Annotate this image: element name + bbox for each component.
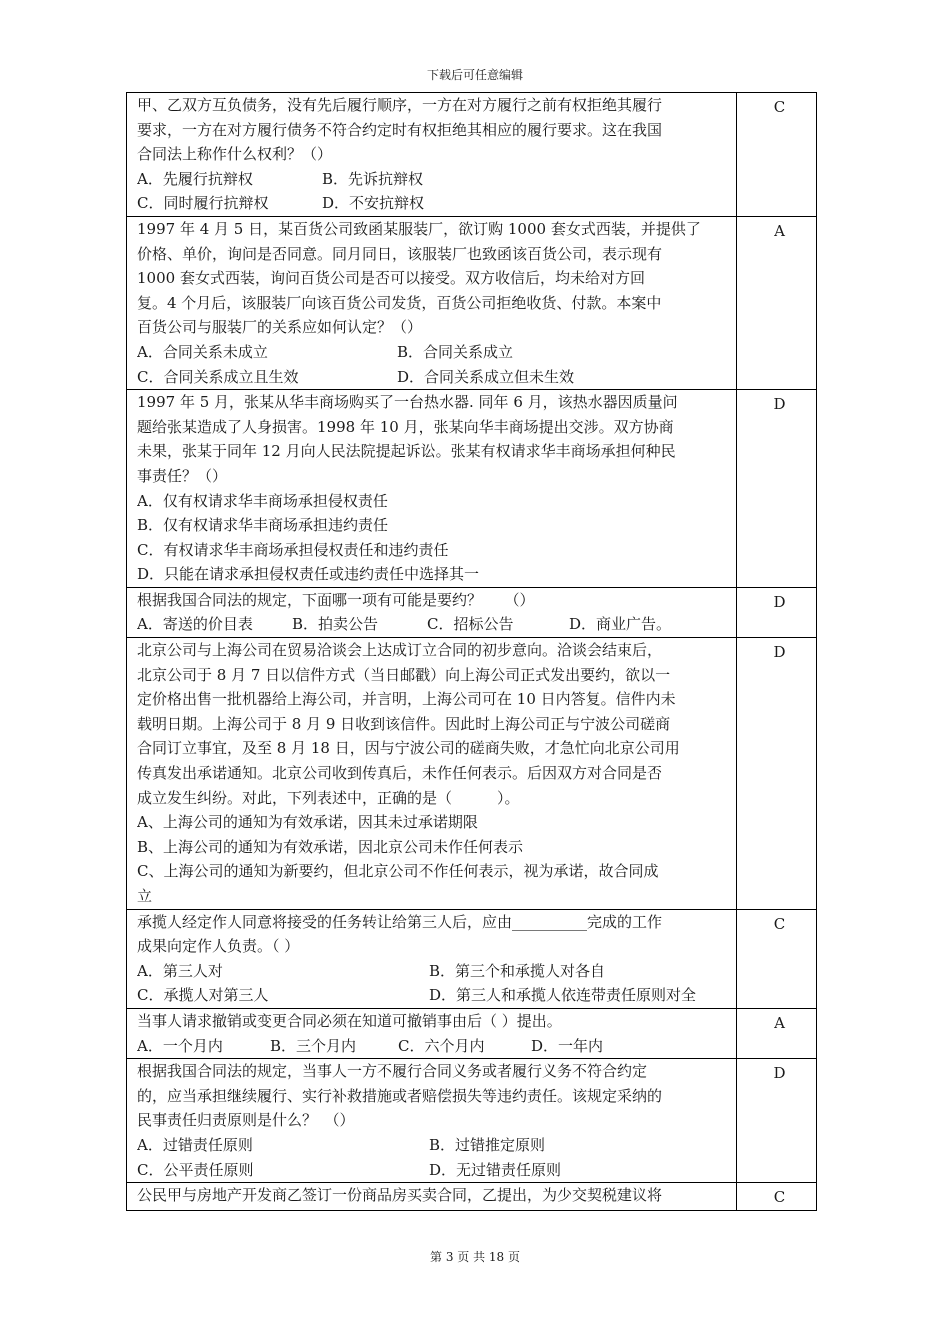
question-text-line: 根据我国合同法的规定，当事人一方不履行合同义务或者履行义务不符合约定 (137, 1062, 648, 1081)
answer-option: B．第三个和承揽人对各自 (429, 961, 606, 980)
question-cell (127, 909, 737, 1008)
question-text-line: 题给张某造成了人身损害。1998 年 10 月，张某向华丰商场提出交涉。双方协商 (137, 417, 674, 436)
page-footer: 第 3 页 共 18 页 (430, 1250, 520, 1264)
question-text-line: 1997 年 4 月 5 日，某百货公司致函某服装厂，欲订购 1000 套女式西装，并提供了 (137, 219, 701, 238)
answer-option: B．合同关系成立 (397, 342, 514, 361)
question-row (127, 638, 817, 910)
options-row (137, 959, 732, 984)
question-text-line: 北京公司于 8 月 7 日以信件方式（当日邮戳）向上海公司正式发出要约，欲以一 (137, 665, 671, 684)
question-cell (127, 1059, 737, 1183)
answer-cell (737, 909, 817, 1008)
question-cell (127, 1183, 737, 1211)
answer-cell (737, 216, 817, 389)
question-text-line: A．仅有权请求华丰商场承担侵权责任 (137, 491, 388, 510)
question-text-line: 要求，一方在对方履行债务不符合约定时有权拒绝其相应的履行要求。这在我国 (137, 120, 663, 139)
question-text-line: 1000 套女式西装，询问百货公司是否可以接受。双方收信后，均未给对方回 (137, 269, 645, 288)
options-row (137, 365, 732, 390)
question-text-line: 当事人请求撤销或变更合同必须在知道可撤销事由后（ ）提出。 (137, 1011, 562, 1030)
question-text-line: 成果向定作人负责。（ ） (137, 937, 300, 956)
answer-option: A．先履行抗辩权 (137, 169, 253, 188)
answer-option: D．一年内 (531, 1036, 604, 1055)
question-text-line: C、上海公司的通知为新要约，但北京公司不作任何表示，视为承诺，故合同成 (137, 862, 659, 881)
answer-option: A．合同关系未成立 (137, 342, 268, 361)
answer-letter: A (774, 1013, 785, 1032)
answer-option: C．六个月内 (398, 1036, 485, 1055)
question-text-line: 未果，张某于同年 12 月向人民法院提起诉讼。张某有权请求华丰商场承担何种民 (137, 442, 676, 461)
options-row (137, 1034, 732, 1059)
answer-letter: D (773, 395, 786, 414)
question-text-line: 甲、乙双方互负债务，没有先后履行顺序，一方在对方履行之前有权拒绝其履行 (137, 96, 663, 114)
answer-cell (737, 1059, 817, 1183)
options-row (137, 1158, 732, 1183)
options-row (137, 1133, 732, 1158)
question-row (127, 216, 817, 389)
question-text-line: 承揽人经定作人同意将接受的任务转让给第三人后，应由__________完成的工作 (137, 912, 663, 931)
page-header: 下载后可任意编辑 (426, 68, 523, 82)
answer-cell (737, 390, 817, 588)
answer-option: B．过错推定原则 (429, 1135, 546, 1154)
question-row (127, 390, 817, 588)
question-row (127, 93, 817, 217)
answer-cell (737, 587, 817, 637)
answer-option: A．过错责任原则 (137, 1135, 253, 1154)
answer-letter: C (773, 98, 786, 116)
question-cell (127, 93, 737, 217)
question-text-line: 1997 年 5 月，张某从华丰商场购买了一台热水器. 同年 6 月，该热水器因质量问 (137, 393, 678, 412)
question-row (127, 587, 817, 637)
question-text-line: D．只能在请求承担侵权责任或违约责任中选择其一 (137, 565, 480, 584)
options-row (137, 167, 732, 192)
question-text-line: 百货公司与服装厂的关系应如何认定？（） (137, 318, 423, 337)
options-row (137, 340, 732, 365)
answer-option: D．不安抗辩权 (322, 194, 425, 213)
answer-letter: C (773, 914, 786, 933)
question-text-line: B、上海公司的通知为有效承诺，因北京公司未作任何表示 (137, 837, 524, 856)
answer-cell (737, 1008, 817, 1058)
question-cell (127, 638, 737, 910)
question-table (126, 92, 817, 1211)
answer-letter: D (773, 592, 786, 611)
question-cell (127, 587, 737, 637)
answer-option: A．寄送的价目表 (137, 615, 253, 634)
question-text-line: 立 (137, 887, 153, 905)
question-text-line: 载明日期。上海公司于 8 月 9 日收到该信件。因此时上海公司正与宁波公司磋商 (137, 714, 671, 733)
question-text-line: 的，应当承担继续履行、实行补救措施或者赔偿损失等违约责任。该规定采纳的 (137, 1086, 663, 1105)
answer-option: B．三个月内 (270, 1036, 357, 1055)
question-text-line: 公民甲与房地产开发商乙签订一份商品房买卖合同，乙提出，为少交契税建议将 (137, 1186, 663, 1205)
question-cell (127, 216, 737, 389)
answer-option: B．先诉抗辩权 (322, 169, 424, 188)
question-text-line: B．仅有权请求华丰商场承担违约责任 (137, 516, 389, 535)
question-text-line: 合同法上称作什么权利？（） (137, 145, 333, 164)
question-cell (127, 1008, 737, 1058)
options-row (137, 612, 732, 637)
answer-option: D．第三人和承揽人依连带责任原则对全 (429, 986, 697, 1005)
answer-letter: D (773, 643, 786, 662)
answer-letter: D (773, 1064, 786, 1083)
question-text-line: 价格、单价，询问是否同意。同月同日，该服装厂也致函该百货公司，表示现有 (137, 244, 663, 263)
answer-cell (737, 638, 817, 910)
question-text-line: 根据我国合同法的规定，下面哪一项有可能是要约？ （） (137, 590, 535, 609)
answer-option: C．承揽人对第三人 (137, 986, 269, 1005)
answer-option: D．商业广告。 (569, 615, 672, 634)
question-text-line: 事责任？（） (137, 466, 228, 485)
answer-option: C．公平责任原则 (137, 1160, 254, 1179)
answer-option: A．第三人对 (137, 961, 223, 980)
question-cell (127, 390, 737, 588)
question-text-line: 民事责任归责原则是什么？ （） (137, 1111, 355, 1130)
question-text-line: 合同订立事宜，及至 8 月 18 日，因与宁波公司的磋商失败，才急忙向北京公司用 (137, 739, 680, 758)
answer-option: B．拍卖公告 (292, 615, 379, 634)
answer-letter: C (773, 1188, 786, 1207)
answer-option: C．同时履行抗辩权 (137, 194, 269, 213)
question-text-line: 复。4 个月后，该服装厂向该百货公司发货，百货公司拒绝收货、付款。本案中 (137, 293, 662, 312)
question-row (127, 1059, 817, 1183)
question-text-line: 定价格出售一批机器给上海公司，并言明，上海公司可在 10 日内答复。信件内未 (137, 690, 676, 709)
question-text-line: 成立发生纠纷。对此，下列表述中，正确的是（ ）。 (137, 788, 520, 807)
answer-option: C．招标公告 (427, 615, 514, 634)
question-row (127, 1008, 817, 1058)
question-row (127, 1183, 817, 1211)
question-text-line: 北京公司与上海公司在贸易洽谈会上达成订立合同的初步意向。洽谈会结束后， (137, 641, 663, 660)
answer-option: C．合同关系成立且生效 (137, 367, 299, 386)
answer-option: A．一个月内 (137, 1036, 223, 1055)
answer-cell (737, 93, 817, 217)
question-text-line: C．有权请求华丰商场承担侵权责任和违约责任 (137, 540, 449, 559)
answer-letter: A (774, 221, 785, 240)
question-row (127, 909, 817, 1008)
answer-option: D．合同关系成立但未生效 (397, 367, 575, 386)
options-row (137, 983, 732, 1008)
answer-cell (737, 1183, 817, 1211)
options-row (137, 191, 732, 216)
question-text-line: A、上海公司的通知为有效承诺，因其未过承诺期限 (137, 813, 478, 832)
question-text-line: 传真发出承诺通知。北京公司收到传真后，未作任何表示。后因双方对合同是否 (137, 764, 663, 783)
answer-option: D．无过错责任原则 (429, 1160, 562, 1179)
